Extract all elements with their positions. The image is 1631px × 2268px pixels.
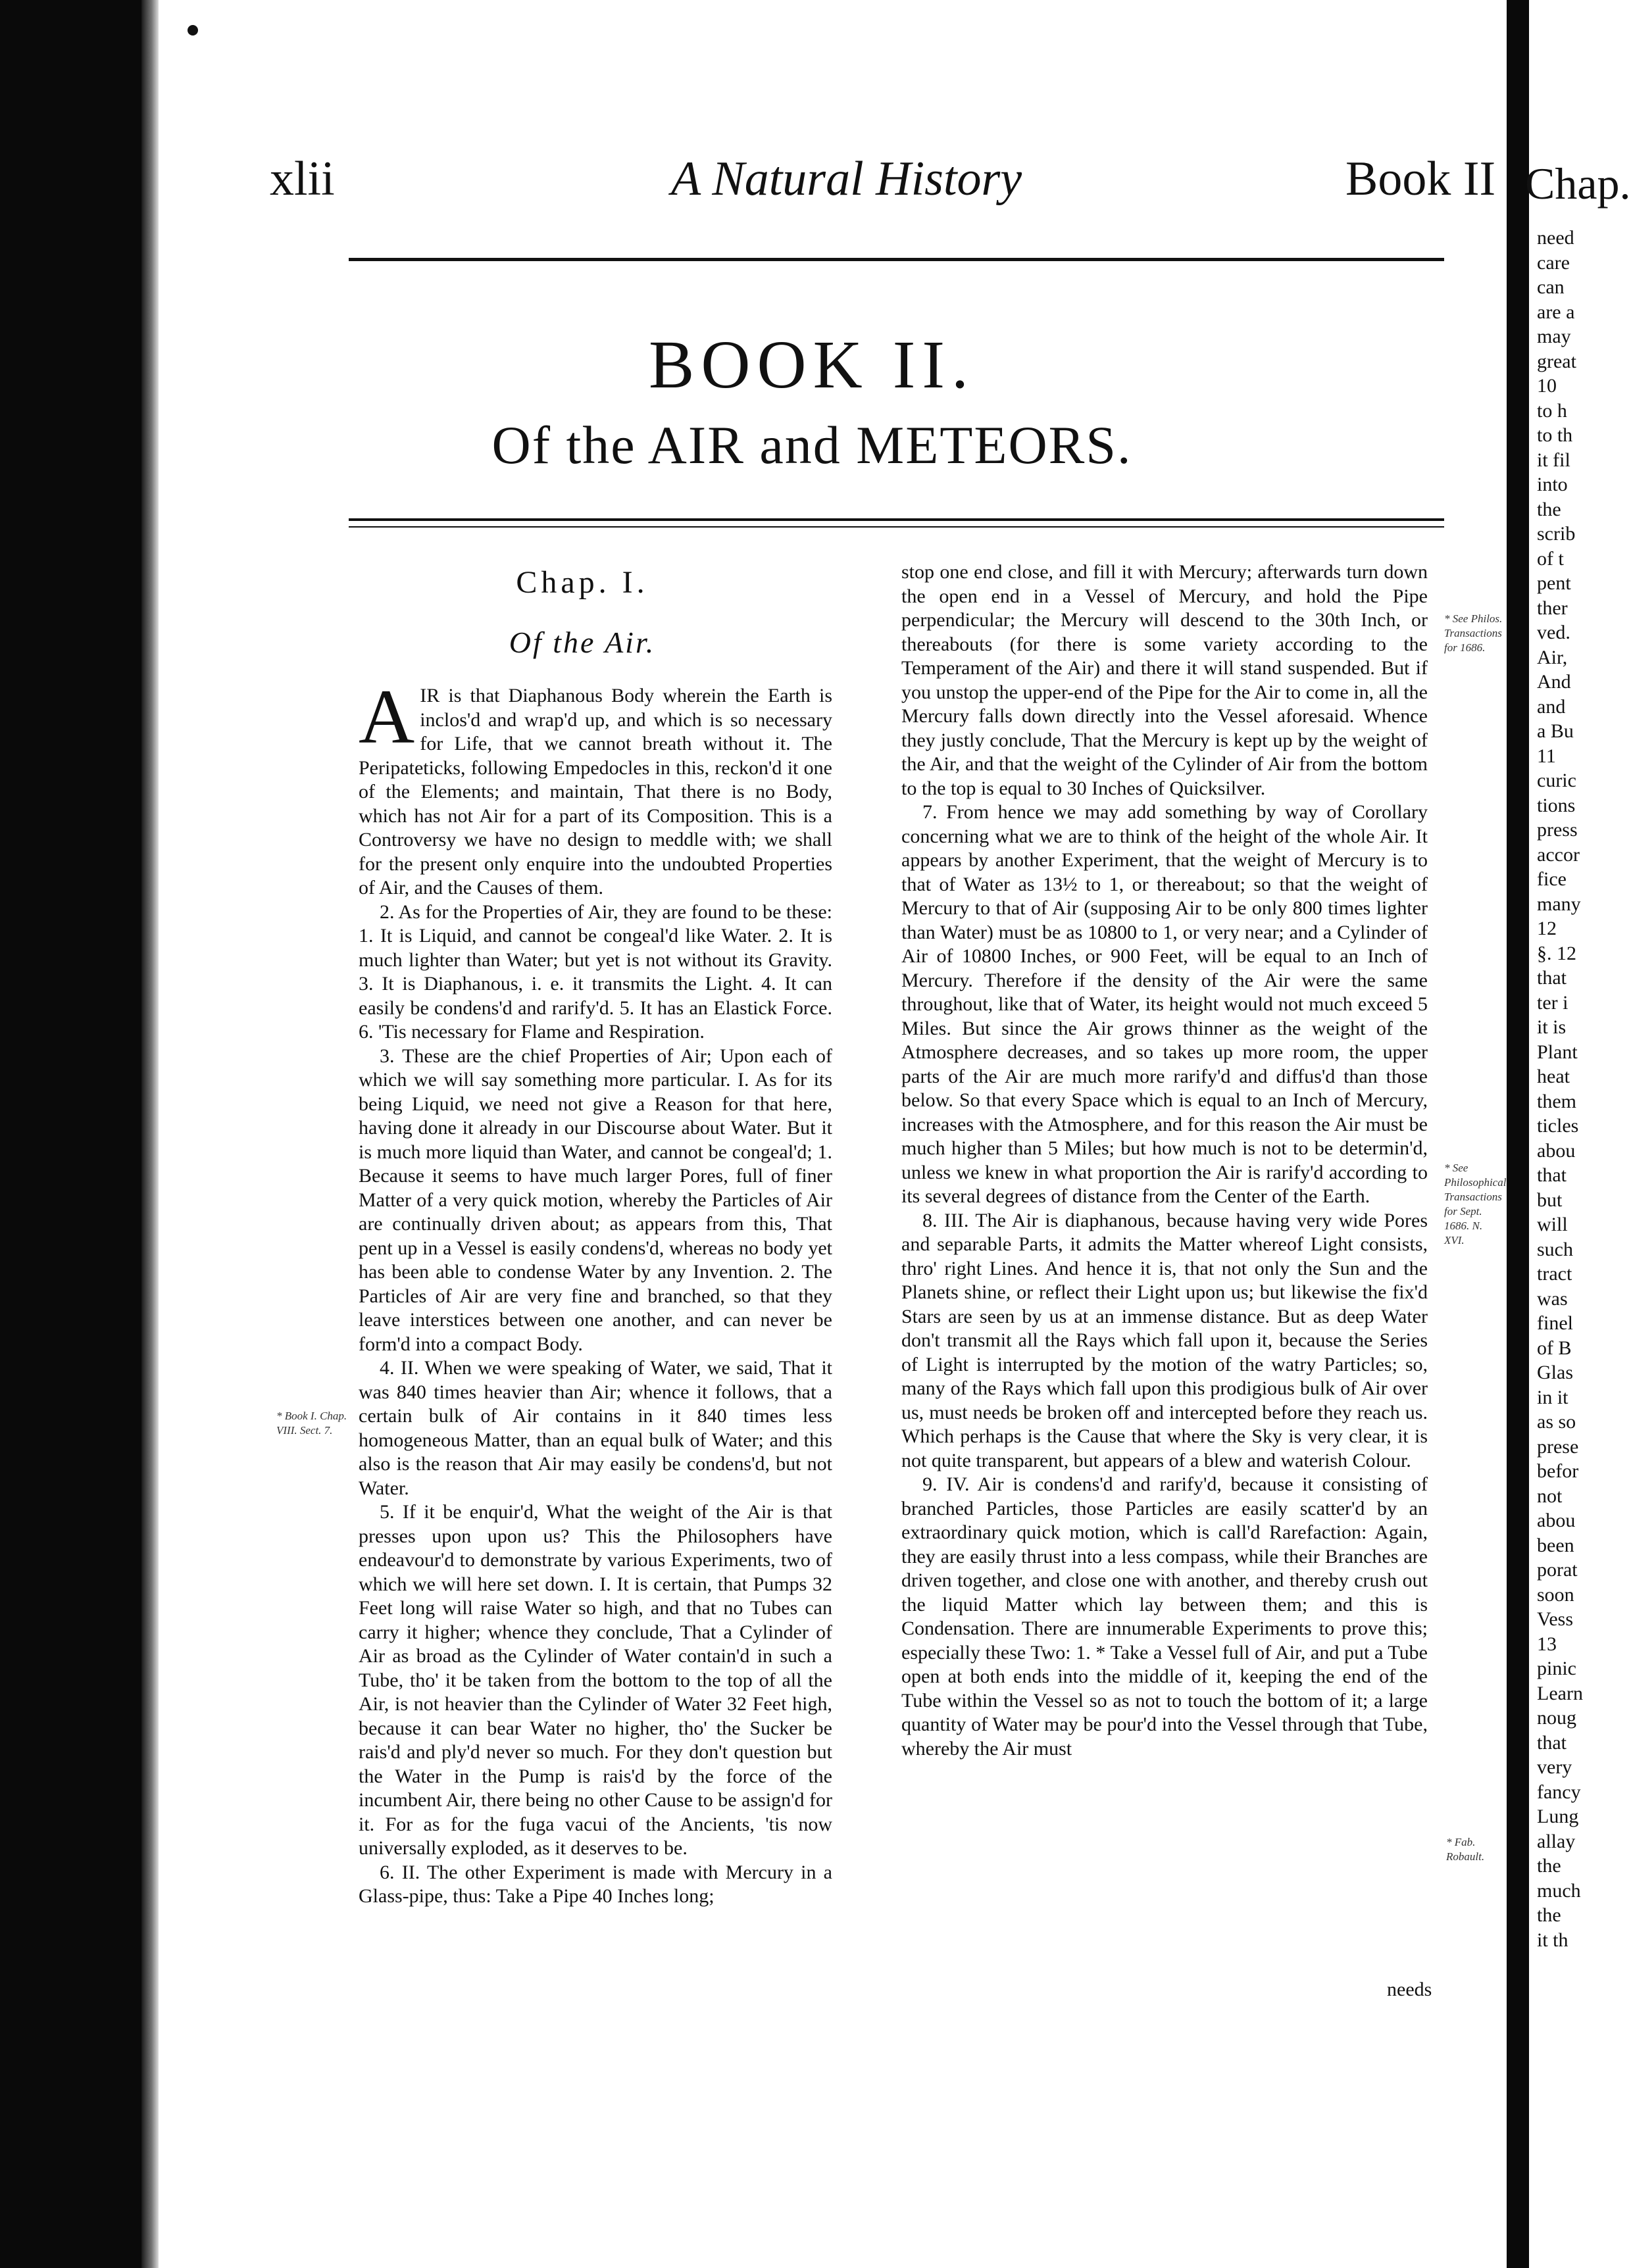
paragraph-2: 2. As for the Properties of Air, they are found to be these: 1. It is Liquid, and cannot be congeal'd like Water. 2. It is much lighter than Water; but yet is not without its Gravity. 3. It is Diaphanous, i. e. it transmits the Light. 4. It can easily be condens'd and rarify'd. 5. It has an Elastick Force. 6. 'Tis necessary for Flame and Respiration. <box>359 900 832 1043</box>
adjacent-page-line: ther <box>1537 597 1568 619</box>
paragraph-5: 5. If it be enquir'd, What the weight of the Air is that presses upon upon us? This the Philosophers have endeavour'd to demonstrate by various Experiments, two of which we will here set down. I. It is certain, that Pumps 32 Feet long will raise Water so high, and that no Tubes can carry it higher; whence they conclude, That a Cylinder of Air as broad as the Cylinder of Water contain'd in such a Tube, tho' it be taken from the bottom to the top of all the Air, is not heavier than the Cylinder of Water 32 Feet high, because it can bear Water no higher, tho' the Sucker be rais'd and ply'd never so much. For they don't question but the Water in the Pump is rais'd by the force of the incumbent Air, there being no other Cause to be assign'd for it. For as for the fuga vacui of the Ancients, 'tis now universally exploded, as it deserves to be. <box>359 1501 832 1859</box>
adjacent-page-line: it fil <box>1537 449 1570 471</box>
adjacent-page-line: but <box>1537 1189 1563 1211</box>
adjacent-page-line: pent <box>1537 572 1571 594</box>
top-divider-rule <box>349 258 1444 261</box>
chapter-heading: Chap. I. <box>516 565 649 600</box>
adjacent-page-line: of t <box>1537 547 1564 570</box>
adjacent-page-line: it th <box>1537 1929 1568 1951</box>
adjacent-page-line: finel <box>1537 1312 1573 1334</box>
adjacent-page-line: heat <box>1537 1066 1570 1087</box>
adjacent-page-line: fancy <box>1537 1781 1581 1803</box>
margin-note-right-1: * See Philos. Transactions for 1686. <box>1444 612 1503 654</box>
adjacent-page-line: many <box>1537 893 1581 915</box>
section-divider-rule-thin <box>349 526 1444 528</box>
adjacent-page-line: not <box>1537 1485 1563 1507</box>
adjacent-page-line: befor <box>1537 1460 1579 1482</box>
adjacent-page-line: porat <box>1537 1559 1578 1581</box>
adjacent-page-line: curic <box>1537 770 1576 791</box>
adjacent-page-line: a Bu <box>1537 720 1574 742</box>
adjacent-page-line: accor <box>1537 843 1580 866</box>
adjacent-page-line: 10 <box>1537 375 1557 397</box>
adjacent-page-fragment <box>1525 0 1631 2268</box>
adjacent-page-running-head: Chap. <box>1525 159 1631 209</box>
paragraph-1 <box>359 674 832 900</box>
adjacent-page-line: Learn <box>1537 1682 1583 1704</box>
scan-gutter-shadow <box>1507 0 1529 2268</box>
adjacent-page-line: tions <box>1537 794 1576 816</box>
book-heading: BOOK II. <box>649 327 975 403</box>
adjacent-page-line: Glas <box>1537 1362 1573 1383</box>
adjacent-page-line: that <box>1537 1164 1567 1186</box>
adjacent-page-line: soon <box>1537 1583 1574 1606</box>
margin-note-right-2: * See Philosophical Transactions for Sept. 1686. N. XVI. <box>1444 1162 1507 1246</box>
adjacent-page-line: fice <box>1537 868 1567 890</box>
adjacent-page-line: 12 <box>1537 918 1557 939</box>
adjacent-page-line: §. 12 <box>1537 942 1576 964</box>
adjacent-page-line: Plant <box>1537 1041 1578 1063</box>
adjacent-page-line: such <box>1537 1238 1573 1260</box>
adjacent-page-line: care <box>1537 251 1570 274</box>
adjacent-page-line: Vess <box>1537 1608 1574 1630</box>
left-text-column <box>359 674 832 1909</box>
adjacent-page-line: ved. <box>1537 622 1570 643</box>
adjacent-page-line: abou <box>1537 1139 1576 1162</box>
adjacent-page-line: need <box>1537 227 1574 249</box>
adjacent-page-line: into <box>1537 474 1568 495</box>
paragraph-4: 4. II. When we were speaking of Water, we said, That it was 840 times heavier than Air; whence it follows, that a certain bulk of Air contains in it 840 times less homogeneous Matter, than an equal bulk of Water; and this also is the reason that Air may easily be condens'd, but not Water. <box>359 1357 832 1499</box>
adjacent-page-line: Lung <box>1537 1806 1579 1827</box>
adjacent-page-line: press <box>1537 819 1578 841</box>
paragraph-9: 9. IV. Air is condens'd and rarify'd, because it consisting of branched Particles, those Particles are easily scatter'd by an extraordinary quick motion, which is call'd Rarefaction: Again, they are easily thrust into a less compass, while their Branches are driven together, and close one with another, and thereby crush out the liquid Matter which lay between them; and this is Condensation. There are innumerable Experiments to prove this; especially these Two: 1. * Take a Vessel full of Air, and put a Tube open at both ends into the middle of it, keeping the end of the Tube within the Vessel so as not to touch the bottom of it; a large quantity of Water may be pour'd into the Vessel through that Tube, whereby the Air must <box>901 1473 1428 1760</box>
adjacent-page-line: can <box>1537 276 1565 298</box>
adjacent-page-line: 11 <box>1537 745 1556 767</box>
paragraph-1-text: IR is that Diaphanous Body wherein the Earth is inclos'd and wrap'd up, and which is so necessary for Life, that we cannot breath without it. The Peripateticks, following Empedocles in this, reckon'd it one of the Elements; and maintain, That there is no Body, which has not Air for a part of its Composition. This is a Controversy we have no design to meddle with; we shall for the present only enquire into the undoubted Properties of Air, and the Causes of them. <box>359 685 832 899</box>
adjacent-page-line: much <box>1537 1879 1581 1902</box>
page-number: xlii <box>270 152 335 206</box>
running-book-label: Book II <box>1345 152 1496 206</box>
adjacent-page-line: it is <box>1537 1016 1567 1038</box>
adjacent-page-line: are a <box>1537 301 1575 323</box>
chapter-subheading: Of the Air. <box>509 626 656 659</box>
adjacent-page-line: that <box>1537 967 1567 989</box>
adjacent-page-line: very <box>1537 1756 1572 1778</box>
adjacent-page-line: the <box>1537 1855 1561 1877</box>
binding-hole-mark <box>188 25 198 36</box>
paragraph-3: 3. These are the chief Properties of Air; Upon each of which we will say something more particular. I. As for its being Liquid, we need not give a Reason for that here, having done it already in our Discourse about Water. But it is much more liquid than Water, and cannot be congeal'd; 1. Because it seems to have much larger Pores, full of finer Matter of a very quick motion, whereby the Particles of Air are continually driven about; as appears from this, That pent up in a Vessel is easily condens'd, whereas no body yet has been able to condense Water by any Invention. 2. The Particles of Air are very fine and branched, so that they leave interstices between one another, and can never be form'd into a compact Body. <box>359 1045 832 1355</box>
adjacent-page-line: abou <box>1537 1510 1576 1531</box>
adjacent-page-line: the <box>1537 1904 1561 1926</box>
adjacent-page-line: of B <box>1537 1337 1572 1359</box>
catchword: needs <box>1387 1979 1432 2000</box>
adjacent-page-line: as so <box>1537 1411 1576 1433</box>
adjacent-page-line: noug <box>1537 1707 1576 1729</box>
adjacent-page-line: to h <box>1537 399 1567 422</box>
adjacent-page-line: 13 <box>1537 1633 1557 1655</box>
adjacent-page-line: that <box>1537 1731 1567 1754</box>
adjacent-page-line: ter i <box>1537 991 1568 1014</box>
paragraph-8: 8. III. The Air is diaphanous, because having very wide Pores and separable Parts, it admits the Matter whereof Light consists, thro' right Lines. And hence it is, that not only the Sun and the Planets shine, or reflect their Light upon us; but likewise the fix'd Stars are seen by us at an immense distance. But as deep Water don't transmit all the Rays which fall upon it, because the Series of Light is interrupted by the motion of the watry Particles; so, many of the Rays which fall upon this prodigious bulk of Air over us, must needs be broken off and intercepted before they reach us. Which perhaps is the Cause that where the Sky is very clear, it is not quite transparent, but appears of a blew and waterish Colour. <box>901 1209 1428 1471</box>
drop-cap: A <box>359 674 415 760</box>
paragraph-6-continued: stop one end close, and fill it with Mercury; afterwards turn down the open end in a Vessel of Mercury, and hold the Pipe perpendicular; the Mercury will descend to the 30th Inch, or thereabouts (for there is some variety according to the Temperament of the Air) and there it will stand suspended. But if you unstop the upper-end of the Pipe for the Air to come in, all the Mercury falls down directly into the Vessel aforesaid. Whence they justly conclude, That the Mercury is kept up by the weight of the Air, and that the weight of the Cylinder of Air from the bottom to the top is equal to 30 Inches of Quicksilver. <box>901 561 1428 799</box>
adjacent-page-line: and <box>1537 695 1566 718</box>
adjacent-page-line: ticles <box>1537 1115 1579 1137</box>
adjacent-page-line: been <box>1537 1534 1574 1556</box>
adjacent-page-line: will <box>1537 1214 1568 1235</box>
adjacent-page-line: tract <box>1537 1263 1572 1285</box>
adjacent-page-line: may <box>1537 326 1571 347</box>
adjacent-page-line: And <box>1537 671 1571 693</box>
running-title: A Natural History <box>671 152 1022 206</box>
adjacent-page-line: Air, <box>1537 646 1568 668</box>
section-divider-rule <box>349 518 1444 521</box>
adjacent-page-line: prese <box>1537 1435 1579 1458</box>
right-text-column <box>901 560 1428 1761</box>
paragraph-6: 6. II. The other Experiment is made with Mercury in a Glass-pipe, thus: Take a Pipe 40 Inches long; <box>359 1861 832 1907</box>
adjacent-page-line: was <box>1537 1287 1568 1310</box>
book-subtitle: Of the AIR and METEORS. <box>491 415 1132 475</box>
adjacent-page-line: in it <box>1537 1386 1568 1408</box>
margin-note-right-3: * Fab. Robault. <box>1446 1836 1485 1863</box>
adjacent-page-line: to th <box>1537 424 1573 446</box>
adjacent-page-line: allay <box>1537 1830 1576 1852</box>
adjacent-page-line: the <box>1537 498 1561 520</box>
adjacent-page-line: great <box>1537 350 1576 372</box>
adjacent-page-line: them <box>1537 1090 1576 1112</box>
adjacent-page-line: pinic <box>1537 1658 1576 1679</box>
adjacent-page-line: scrib <box>1537 523 1576 545</box>
margin-note-left: * Book I. Chap. VIII. Sect. 7. <box>276 1410 347 1437</box>
paragraph-7: 7. From hence we may add something by way of Corollary concerning what we are to think of the height of the whole Air. It appears by another Experiment, that the weight of Mercury is to that of Water as 13½ to 1, or thereabout; so that the weight of Mercury to that of Air (supposing Air to be only 800 times lighter than Water) must be as 10800 to 1, or very near; and a Cylinder of Air of 10800 Inches, or 900 Feet, will be equal to an Inch of Mercury. Therefore if the density of the Air were the same throughout, like that of Water, its height would not much exceed 5 Miles. But since the Air grows thinner as the weight of the Atmosphere decreases, and so takes up more room, the upper parts of the Air are much more rarify'd and diffus'd than those below. So that every Space which is equal to an Inch of Mercury, increases with the Atmosphere, and for this reason the Air must be much higher than 5 Miles; but how much is not to be determin'd, unless we knew in what proportion the Air is rarify'd according to its several degrees of distance from the Center of the Earth. <box>901 801 1428 1207</box>
